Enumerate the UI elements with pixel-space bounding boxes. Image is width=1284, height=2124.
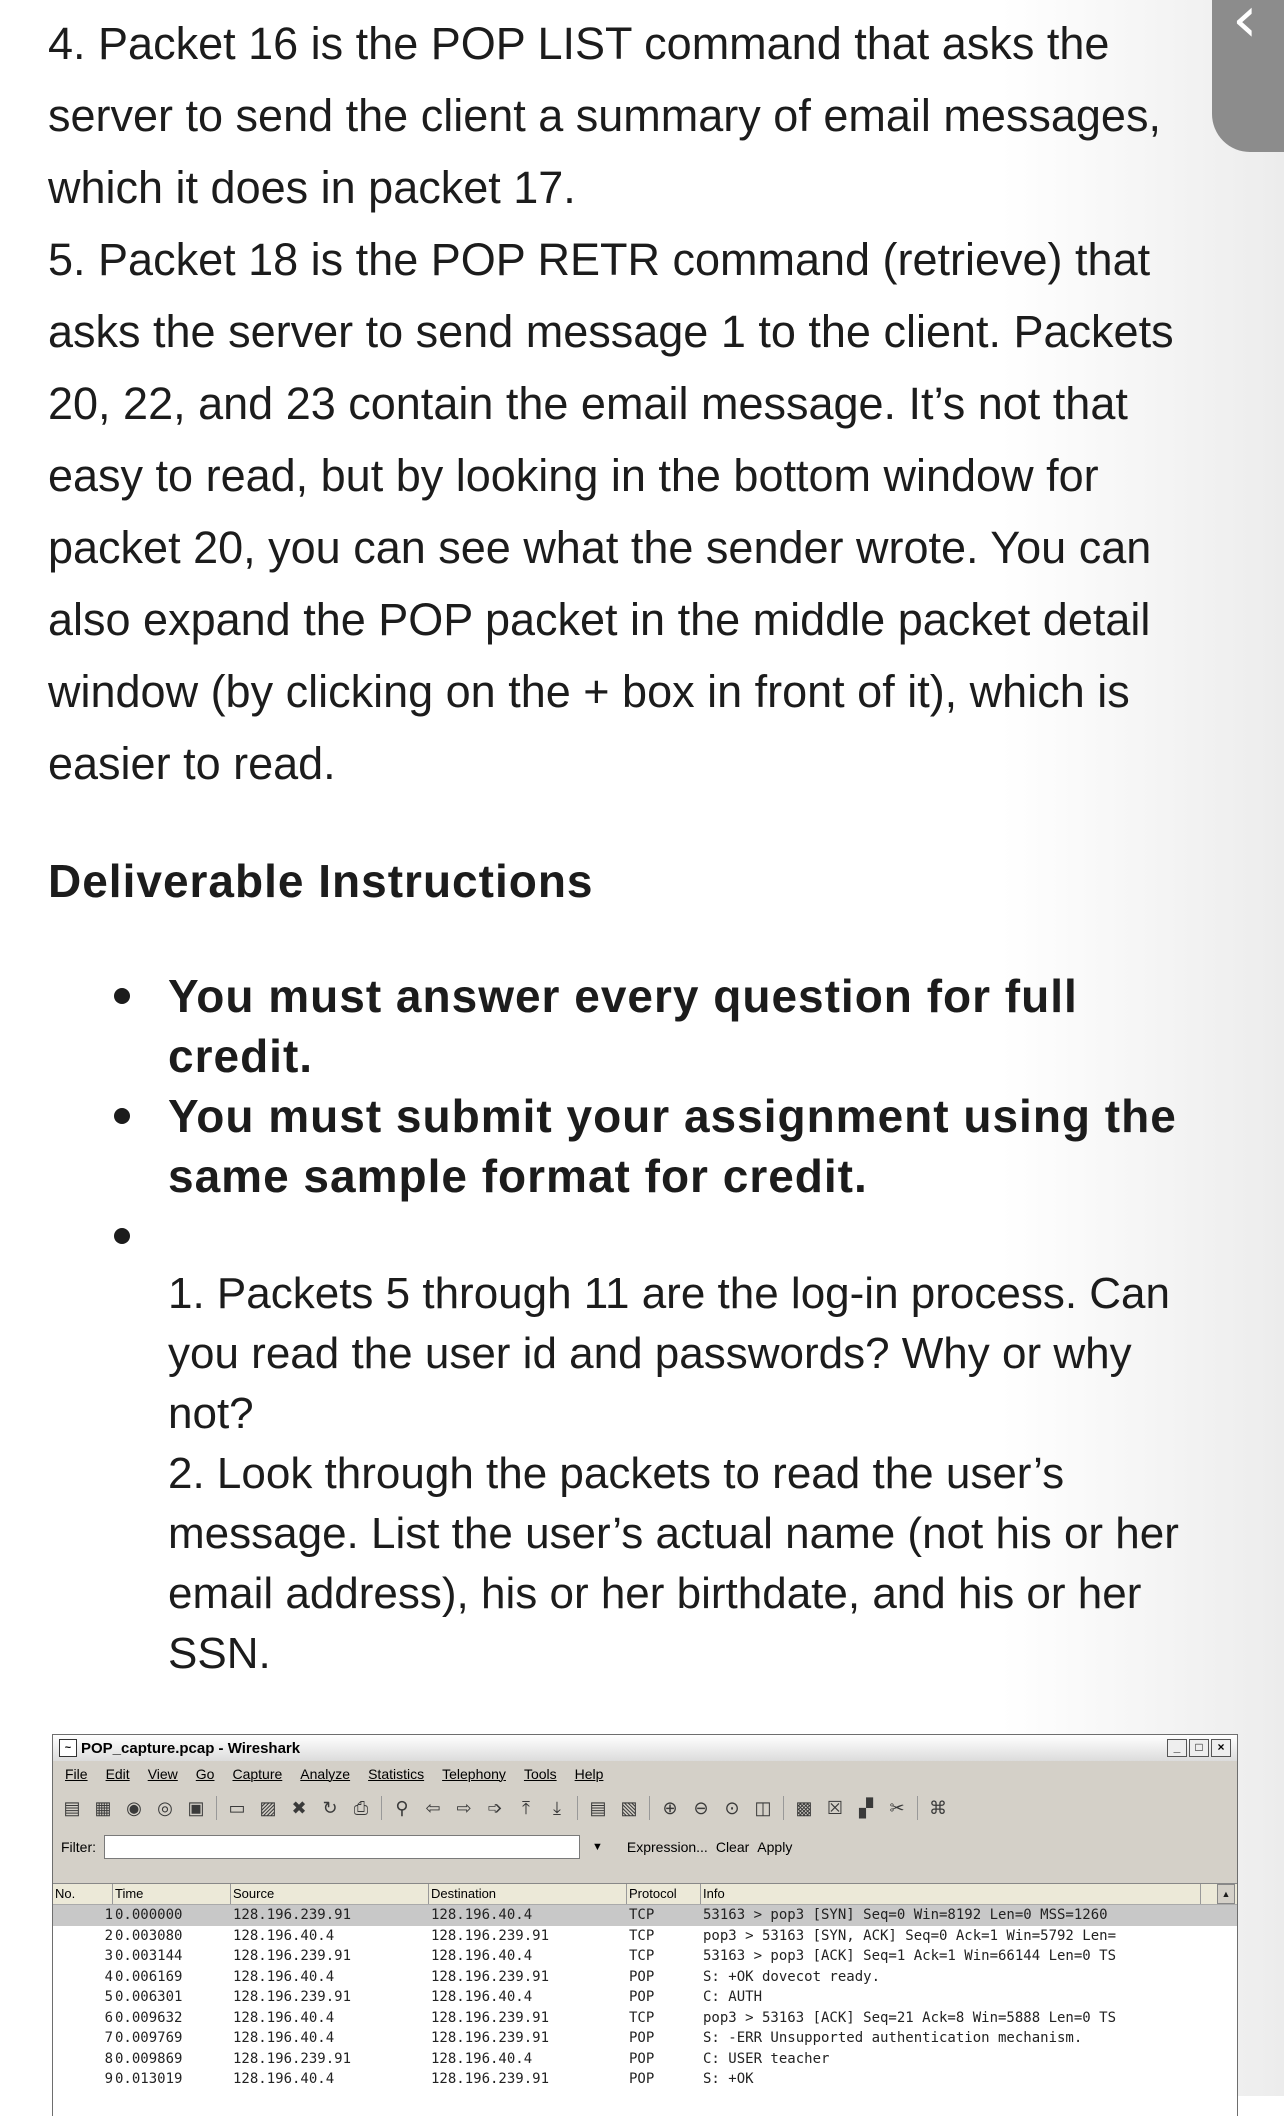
cell-source: 128.196.239.91 <box>233 1989 352 2005</box>
print-icon[interactable]: ⎙ <box>353 1797 369 1818</box>
cell-destination: 128.196.40.4 <box>431 1948 533 1964</box>
cell-protocol: POP <box>629 1968 655 1985</box>
section-heading: Deliverable Instructions <box>48 855 594 907</box>
menu-file[interactable]: File <box>65 1766 88 1782</box>
cell-time: 0.003080 <box>115 1927 183 1944</box>
cell-destination: 128.196.239.91 <box>431 2030 550 2046</box>
cell-protocol: POP <box>629 2071 655 2087</box>
cell-source: 128.196.40.4 <box>233 2009 335 2026</box>
display-filters-icon[interactable]: ☒ <box>826 1797 844 1818</box>
normal-size-icon[interactable]: ⊙ <box>724 1797 740 1818</box>
filter-input[interactable] <box>104 1835 580 1859</box>
cell-protocol: POP <box>629 1989 655 2005</box>
table-row[interactable] <box>53 2049 1237 2070</box>
cell-protocol: TCP <box>629 1907 655 1923</box>
cell-source: 128.196.40.4 <box>233 1927 335 1944</box>
interfaces-icon[interactable]: ▤ <box>63 1797 81 1818</box>
cell-destination: 128.196.239.91 <box>431 2009 550 2026</box>
go-forward-icon[interactable]: ⇨ <box>456 1797 472 1818</box>
cell-time: 0.009869 <box>115 2050 183 2067</box>
cell-time: 0.000000 <box>115 1907 183 1923</box>
paragraph-step-5: 5. Packet 18 is the POP RETR command (retrieve) that asks the server to send message 1 to the client. Packets 20, 22, and 23 contain the email message. It’s not that easy to read, but by looking in the bottom window for packet 20, you can see what the sender wrote. You can also expand the POP packet in the middle packet detail window (by clicking on the + box in front of it), which is easier to read. <box>48 234 1174 789</box>
capture-options-icon[interactable]: ▦ <box>94 1797 112 1818</box>
question-2: 2. Look through the packets to read the user’s message. List the user’s actual name (not his or her email address), his or her birthdate, and his or her SSN. <box>168 1449 1179 1678</box>
menu-view[interactable]: View <box>147 1766 178 1782</box>
cell-info: S: +OK dovecot ready. <box>703 1968 881 1985</box>
bullet-icon <box>114 1108 130 1124</box>
auto-scroll-icon[interactable]: ▧ <box>620 1797 638 1818</box>
table-row[interactable] <box>53 2008 1237 2029</box>
help-icon[interactable]: ⌘ <box>929 1797 947 1818</box>
cell-source: 128.196.40.4 <box>233 2030 335 2046</box>
table-row[interactable] <box>53 1967 1237 1988</box>
cell-time: 0.009769 <box>115 2030 183 2046</box>
menu-statistics[interactable]: Statistics <box>368 1766 425 1782</box>
title-bar <box>53 1735 1237 1761</box>
zoom-in-icon[interactable]: ⊕ <box>662 1797 678 1818</box>
question-1: 1. Packets 5 through 11 are the log-in process. Can you read the user id and passwords? Why or why not? <box>168 1269 1170 1438</box>
toolbar-divider <box>577 1796 578 1820</box>
menu-telephony[interactable]: Telephony <box>442 1766 506 1782</box>
column-source[interactable]: Source <box>231 1884 429 1904</box>
wireshark-window <box>52 1734 1238 2116</box>
list-item-text: You must answer every question for full credit. <box>168 970 1078 1082</box>
reload-icon[interactable]: ↻ <box>322 1797 338 1818</box>
table-row[interactable] <box>53 1926 1237 1947</box>
menu-help[interactable]: Help <box>574 1766 604 1782</box>
menu-capture[interactable]: Capture <box>232 1766 283 1782</box>
toolbar-divider <box>917 1796 918 1820</box>
cell-protocol: TCP <box>629 2009 655 2026</box>
cell-destination: 128.196.40.4 <box>431 1907 533 1923</box>
stop-capture-icon[interactable]: ◎ <box>157 1797 173 1818</box>
cell-info: pop3 > 53163 [SYN, ACK] Seq=0 Ack=1 Win=5792 Len= <box>703 1927 1117 1944</box>
cell-no: 4 <box>104 1968 113 1985</box>
minimize-button[interactable]: _ <box>1167 1739 1187 1757</box>
wireshark-logo-icon: ~ <box>59 1739 77 1757</box>
cell-time: 0.009632 <box>115 2009 183 2026</box>
restart-capture-icon[interactable]: ▣ <box>187 1797 205 1818</box>
bullet-icon <box>114 1228 130 1244</box>
cell-no: 1 <box>104 1907 113 1923</box>
cell-info: C: AUTH <box>703 1989 763 2005</box>
cell-no: 5 <box>104 1989 113 2005</box>
filter-toolbar <box>53 1829 1237 1865</box>
cell-source: 128.196.239.91 <box>233 1948 352 1964</box>
capture-filters-icon[interactable]: ▩ <box>795 1797 813 1818</box>
cell-destination: 128.196.239.91 <box>431 2071 550 2087</box>
paragraph-step-4: 4. Packet 16 is the POP LIST command that asks the server to send the client a summary of email messages, which it does in packet 17. <box>48 18 1161 213</box>
cell-protocol: POP <box>629 2050 655 2067</box>
menu-bar <box>53 1761 1237 1787</box>
list-item <box>110 966 1078 1086</box>
cell-no: 7 <box>104 2030 113 2046</box>
expression-button[interactable]: Expression... <box>626 1839 708 1855</box>
cell-destination: 128.196.239.91 <box>431 1927 550 1944</box>
cell-info: pop3 > 53163 [ACK] Seq=21 Ack=8 Win=5888 Len=0 TS <box>703 2009 1117 2026</box>
cell-source: 128.196.40.4 <box>233 1968 335 1985</box>
zoom-out-icon[interactable]: ⊖ <box>693 1797 709 1818</box>
cell-source: 128.196.40.4 <box>233 2071 335 2087</box>
cell-destination: 128.196.239.91 <box>431 1968 550 1985</box>
cell-no: 6 <box>104 2009 113 2026</box>
cell-protocol: TCP <box>629 1948 655 1964</box>
scroll-up-arrow-icon[interactable]: ▲ <box>1217 1884 1235 1904</box>
preferences-icon[interactable]: ✂ <box>889 1797 905 1818</box>
cell-info: S: +OK <box>703 2071 754 2087</box>
cell-time: 0.006169 <box>115 1968 183 1985</box>
cell-time: 0.006301 <box>115 1989 183 2005</box>
chevron-left-icon[interactable]: ‹ <box>1232 0 1258 57</box>
resize-columns-icon[interactable]: ◫ <box>754 1797 772 1818</box>
maximize-button[interactable]: □ <box>1189 1739 1209 1757</box>
cell-protocol: POP <box>629 2030 655 2046</box>
window-title: POP_capture.pcap - Wireshark <box>81 1739 301 1757</box>
packet-rows <box>53 1905 1237 2090</box>
toolbar-divider <box>216 1796 217 1820</box>
packet-list <box>53 1883 1237 2124</box>
cell-source: 128.196.239.91 <box>233 2050 352 2067</box>
table-row[interactable] <box>53 2028 1237 2049</box>
packet-list-header <box>53 1884 1237 1905</box>
cell-info: C: USER teacher <box>703 2050 830 2067</box>
list-item-text: You must submit your assignment using the same sample format for credit. <box>168 1090 1177 1202</box>
cell-source: 128.196.239.91 <box>233 1907 352 1923</box>
coloring-rules-icon[interactable]: ▞ <box>859 1797 873 1818</box>
table-row[interactable] <box>53 1946 1237 1967</box>
cell-no: 8 <box>104 2050 113 2067</box>
chevron-down-icon[interactable]: ▼ <box>592 1841 603 1853</box>
cell-no: 2 <box>104 1927 113 1944</box>
column-no[interactable]: No. <box>53 1884 113 1904</box>
menu-edit[interactable]: Edit <box>105 1766 130 1782</box>
bullet-icon <box>114 988 130 1004</box>
close-button[interactable]: × <box>1211 1739 1231 1757</box>
menu-tools[interactable]: Tools <box>523 1766 557 1782</box>
menu-analyze[interactable]: Analyze <box>300 1766 351 1782</box>
toolbar-divider <box>381 1796 382 1820</box>
save-file-icon[interactable]: ▨ <box>259 1797 277 1818</box>
go-to-packet-icon[interactable]: ➩ <box>487 1797 503 1818</box>
window-controls <box>1167 1739 1231 1757</box>
list-item <box>110 1086 1177 1206</box>
colorize-icon[interactable]: ▤ <box>589 1797 607 1818</box>
cell-info: S: -ERR Unsupported authentication mechanism. <box>703 2030 1083 2046</box>
first-packet-icon[interactable]: ⤒ <box>522 1797 530 1818</box>
cell-destination: 128.196.40.4 <box>431 2050 533 2067</box>
table-row[interactable] <box>53 1905 1237 1926</box>
filter-label: Filter: <box>61 1839 96 1855</box>
close-file-icon[interactable]: ✖ <box>291 1797 307 1818</box>
cell-time: 0.013019 <box>115 2071 183 2087</box>
open-file-icon[interactable]: ▭ <box>228 1797 246 1818</box>
column-info[interactable]: Info <box>701 1884 1201 1904</box>
go-back-icon[interactable]: ⇦ <box>425 1797 441 1818</box>
column-protocol[interactable]: Protocol <box>627 1884 701 1904</box>
main-toolbar <box>53 1787 1237 1829</box>
find-packet-icon[interactable]: ⚲ <box>395 1797 409 1818</box>
cell-no: 3 <box>104 1948 113 1964</box>
cell-protocol: TCP <box>629 1927 655 1944</box>
apply-button[interactable]: Apply <box>757 1839 793 1855</box>
cell-info: 53163 > pop3 [SYN] Seq=0 Win=8192 Len=0 MSS=1260 <box>703 1907 1108 1923</box>
cell-time: 0.003144 <box>115 1948 183 1964</box>
menu-go[interactable]: Go <box>195 1766 215 1782</box>
cell-destination: 128.196.40.4 <box>431 1989 533 2005</box>
clear-button[interactable]: Clear <box>715 1839 750 1855</box>
toolbar-divider <box>783 1796 784 1820</box>
table-row[interactable] <box>53 1987 1237 2008</box>
toolbar-divider <box>649 1796 650 1820</box>
column-destination[interactable]: Destination <box>429 1884 627 1904</box>
cell-no: 9 <box>104 2071 113 2087</box>
start-capture-icon[interactable]: ◉ <box>126 1797 142 1818</box>
cell-info: 53163 > pop3 [ACK] Seq=1 Ack=1 Win=66144 Len=0 TS <box>703 1948 1117 1964</box>
last-packet-icon[interactable]: ⤓ <box>553 1797 561 1818</box>
column-time[interactable]: Time <box>113 1884 231 1904</box>
table-row[interactable] <box>53 2069 1237 2090</box>
